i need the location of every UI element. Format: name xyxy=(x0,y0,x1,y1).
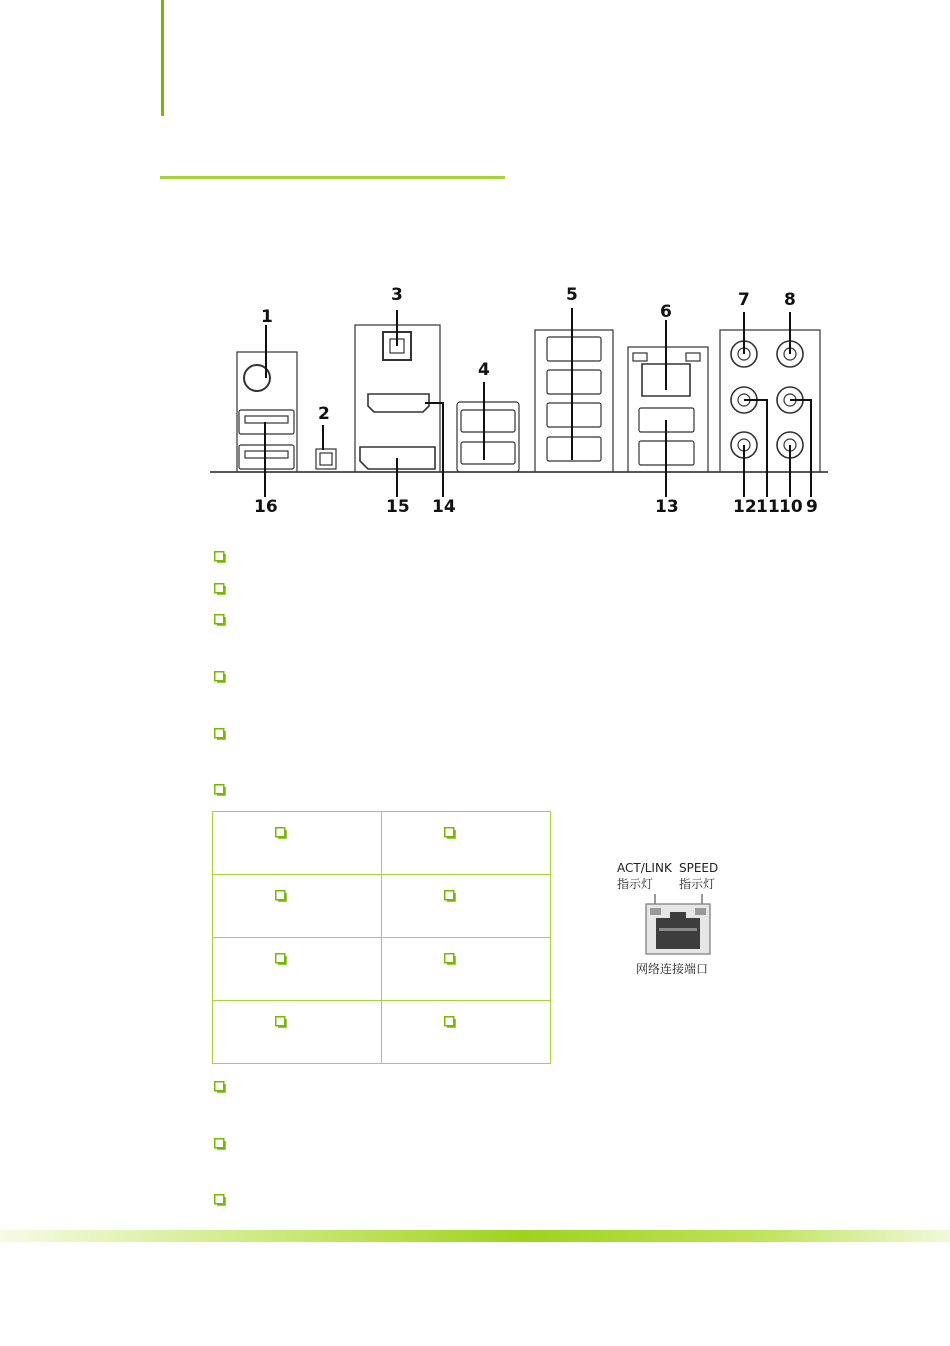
clear-cmos-button xyxy=(316,449,336,469)
table-cell xyxy=(213,1001,382,1064)
lan-led-right-icon xyxy=(695,908,706,915)
usb-tongue-16b xyxy=(245,451,288,458)
callout-2: 2 xyxy=(318,404,330,424)
lan-port-label: 网络连接端口 xyxy=(636,962,709,976)
callout-16: 16 xyxy=(254,497,278,517)
usb-port-5c xyxy=(547,403,601,427)
callout-3: 3 xyxy=(391,285,403,305)
usb-port-5a xyxy=(547,337,601,361)
bullet-icon xyxy=(275,824,287,843)
bullet-icon xyxy=(214,1081,226,1093)
bullet-icon xyxy=(214,1138,226,1150)
callout-9: 9 xyxy=(806,497,818,517)
bullet-icon xyxy=(444,950,456,969)
callout-11: 11 xyxy=(756,497,780,517)
lan-led-left xyxy=(633,353,647,361)
table-cell xyxy=(213,812,382,875)
callout-15: 15 xyxy=(386,497,410,517)
usb3-port-bottom xyxy=(461,442,515,464)
usb-port-16a xyxy=(239,410,294,434)
bullet-icon xyxy=(444,1013,456,1032)
table-cell xyxy=(382,812,551,875)
usb-port-16b xyxy=(239,445,294,469)
usb-port-5b xyxy=(547,370,601,394)
bullet-icon xyxy=(214,583,226,595)
lan-port-figure xyxy=(640,892,720,962)
table-row xyxy=(213,875,551,938)
callout-5: 5 xyxy=(566,285,578,305)
lan-led-right xyxy=(686,353,700,361)
callout-6: 6 xyxy=(660,302,672,322)
lan-usb-block xyxy=(628,347,708,472)
bullet-icon xyxy=(275,950,287,969)
callout-1: 1 xyxy=(261,307,273,327)
right-indicator-label: 指示灯 xyxy=(679,877,716,891)
table-row xyxy=(213,1001,551,1064)
left-indicator-label: 指示灯 xyxy=(617,877,654,891)
table-cell xyxy=(382,1001,551,1064)
usb-tongue-16a xyxy=(245,416,288,423)
bullet-icon xyxy=(444,887,456,906)
act-link-label: ACT/LINK xyxy=(617,861,672,875)
table-cell xyxy=(382,875,551,938)
table-cell xyxy=(382,938,551,1001)
callout-7: 7 xyxy=(738,290,750,310)
bullet-icon xyxy=(214,784,226,796)
bullet-icon xyxy=(214,614,226,626)
table-cell xyxy=(213,938,382,1001)
rear-panel-drawing xyxy=(205,282,845,522)
usb3-port-top xyxy=(461,410,515,432)
bullet-icon xyxy=(275,887,287,906)
bullet-icon xyxy=(214,551,226,563)
bullet-icon xyxy=(214,671,226,683)
callout-10: 10 xyxy=(779,497,803,517)
callout-12: 12 xyxy=(733,497,757,517)
section-title-rule xyxy=(160,176,505,179)
hdmi-port xyxy=(368,394,429,412)
bullet-icon xyxy=(275,1013,287,1032)
table-cell xyxy=(213,875,382,938)
bullet-icon xyxy=(214,1194,226,1206)
callout-8: 8 xyxy=(784,290,796,310)
callout-4: 4 xyxy=(478,360,490,380)
leader-9 xyxy=(790,400,811,497)
usb3-stack xyxy=(457,402,519,472)
footer-gradient-band xyxy=(0,1230,950,1242)
lan-led-left-icon xyxy=(650,908,661,915)
leader-11 xyxy=(744,400,767,497)
table-row xyxy=(213,812,551,875)
table-row xyxy=(213,938,551,1001)
callout-14: 14 xyxy=(432,497,456,517)
bullet-icon xyxy=(214,728,226,740)
callout-13: 13 xyxy=(655,497,679,517)
clear-cmos-inner xyxy=(320,453,332,465)
rear-panel-diagram xyxy=(205,282,845,522)
speed-label: SPEED xyxy=(679,861,719,875)
lan-led-table xyxy=(212,811,551,1064)
bullet-icon xyxy=(444,824,456,843)
usb-port-5d xyxy=(547,437,601,461)
header-accent-bar xyxy=(161,0,164,116)
